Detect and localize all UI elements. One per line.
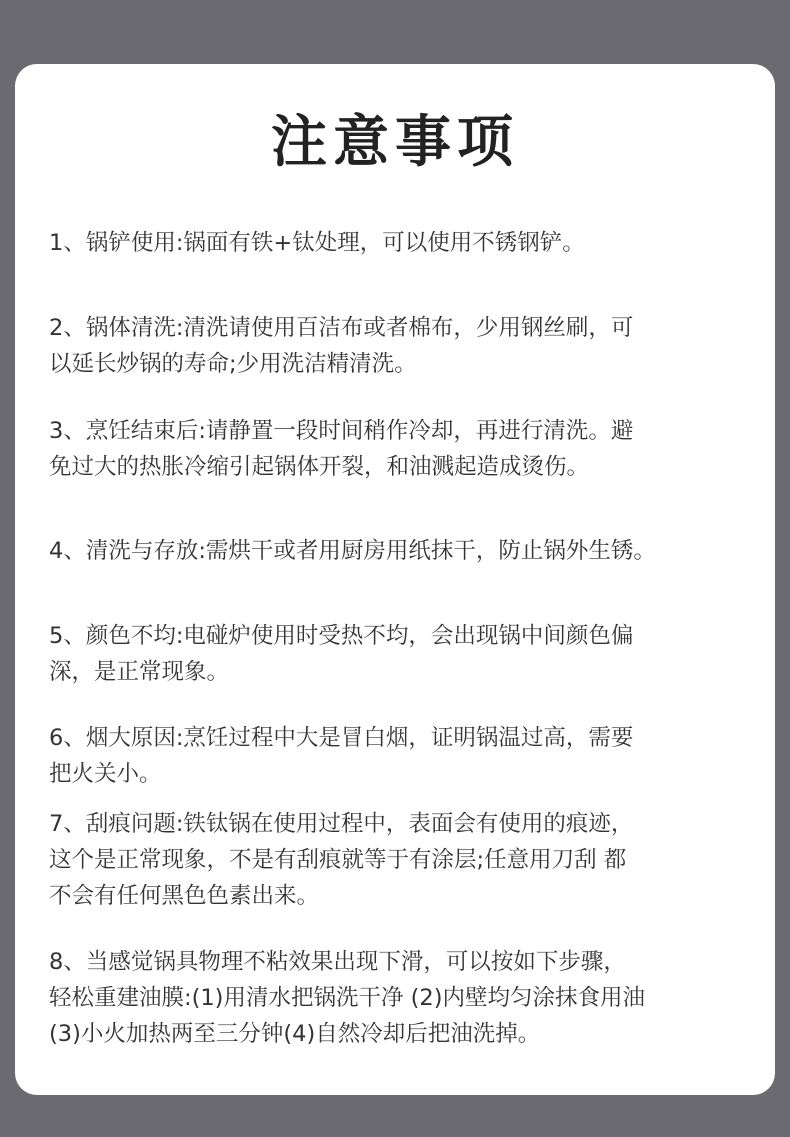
note-item-1 <box>49 225 769 261</box>
page-title: 注意事项 <box>271 110 519 175</box>
note-line: (3)小火加热两至三分钟(4)自然冷却后把油洗掉。 <box>49 1021 541 1047</box>
content-card <box>15 64 775 1095</box>
note-item-4 <box>49 533 769 569</box>
note-line: 5、颜色不均:电碰炉使用时受热不均，会出现锅中间颜色偏 <box>49 623 634 649</box>
note-line: 8、当感觉锅具物理不粘效果出现下滑，可以按如下步骤， <box>49 949 626 975</box>
note-item-6 <box>49 720 769 792</box>
note-item-5 <box>49 618 769 690</box>
note-line: 2、锅体清洗:清洗请使用百洁布或者棉布，少用钢丝刷，可 <box>49 315 634 341</box>
note-line: 7、刮痕问题:铁钛锅在使用过程中，表面会有使用的痕迹， <box>49 811 634 837</box>
note-line: 这个是正常现象，不是有刮痕就等于有涂层;任意用刀刮 都 <box>49 847 627 873</box>
note-line: 轻松重建油膜:(1)用清水把锅洗干净 (2)内壁均匀涂抹食用油 <box>49 985 645 1011</box>
note-line: 免过大的热胀冷缩引起锅体开裂，和油溅起造成烫伤。 <box>49 454 590 480</box>
note-line: 4、清洗与存放:需烘干或者用厨房用纸抹干，防止锅外生锈。 <box>49 538 656 564</box>
note-line: 6、烟大原因:烹饪过程中大是冒白烟，证明锅温过高，需要 <box>49 725 634 751</box>
note-line: 深，是正常现象。 <box>49 659 230 685</box>
note-item-3 <box>49 413 769 485</box>
note-line: 以延长炒锅的寿命;少用洗洁精清洗。 <box>49 351 417 377</box>
note-item-8 <box>49 944 769 1052</box>
note-line: 1、锅铲使用:锅面有铁+钛处理，可以使用不锈钢铲。 <box>49 230 585 256</box>
note-item-7 <box>49 806 769 914</box>
note-line: 把火关小。 <box>49 761 162 787</box>
note-item-2 <box>49 310 769 382</box>
note-line: 不会有任何黑色色素出来。 <box>49 883 320 909</box>
note-line: 3、烹饪结束后:请静置一段时间稍作冷却，再进行清洗。避 <box>49 418 634 444</box>
